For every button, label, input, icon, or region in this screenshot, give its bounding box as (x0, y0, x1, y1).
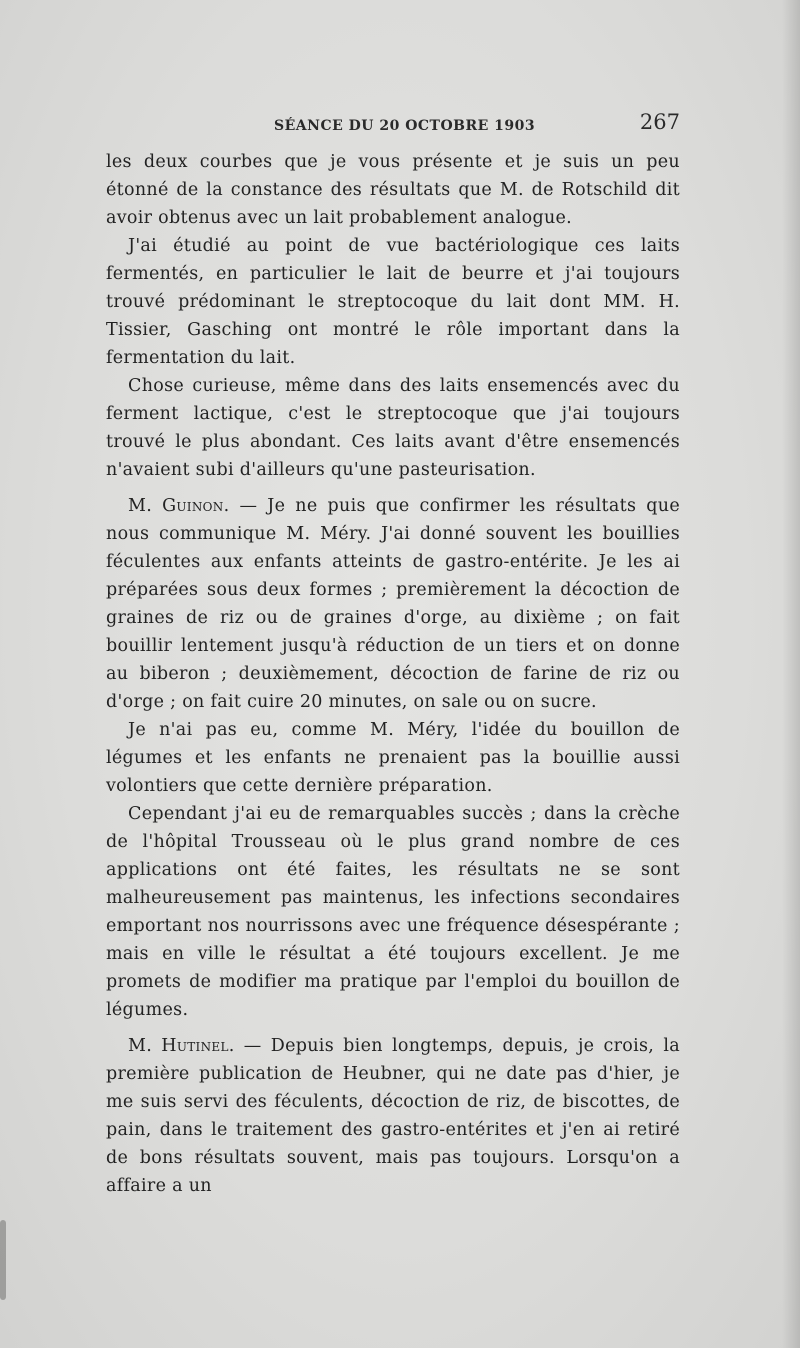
paragraph: Je n'ai pas eu, comme M. Méry, l'idée du bouillon de légumes et les enfants ne prenaient pas la bouillie aussi volontiers que cette dernière préparation. (106, 720, 680, 796)
body-text (106, 148, 680, 1200)
speaker-name: M. Guinon. (128, 496, 230, 516)
page-header (106, 110, 680, 140)
page-edge-mark (0, 1220, 6, 1300)
page-number: 267 (639, 110, 680, 134)
paragraph: Cependant j'ai eu de remarquables succès ; dans la crèche de l'hôpital Trousseau où le plus grand nombre de ces applications ont été faites, les résultats ne se sont malheureusement pas maintenus, les infections secondaires emportant nos nourrissons avec une fréquence désespérante ; mais en ville le résultat a été toujours excellent. Je me promets de modifier ma pratique par l'emploi du bouillon de légumes. (106, 804, 680, 1020)
paragraph-speech (106, 492, 680, 716)
paragraph-speech (106, 1032, 680, 1200)
speech-text: — Je ne puis que confirmer les résultats que nous communique M. Méry. J'ai donné souvent les bouillies féculentes aux enfants atteints de gastro-entérite. Je les ai préparées sous deux formes ; premièrement la décoction de graines de riz ou de graines d'orge, au dixième ; on fait bouillir lentement jusqu'à réduction de un tiers et on donne au biberon ; deuxièmement, décoction de farine de riz ou d'orge ; on fait cuire 20 minutes, on sale ou on sucre. (106, 496, 680, 712)
paragraph: Chose curieuse, même dans des laits ensemencés avec du ferment lactique, c'est le streptocoque que j'ai toujours trouvé le plus abondant. Ces laits avant d'être ensemencés n'avaient subi d'ailleurs qu'une pasteurisation. (106, 376, 680, 480)
speech-text: — Depuis bien longtemps, depuis, je crois, la première publication de Heubner, qui ne date pas d'hier, je me suis servi des féculents, décoction de riz, de biscottes, de pain, dans le traitement des gastro-entérites et j'en ai retiré de bons résultats souvent, mais pas toujours. Lorsqu'on a affaire a un (106, 1036, 680, 1196)
page-edge-shadow (782, 0, 800, 1348)
paragraph: les deux courbes que je vous présente et je suis un peu étonné de la constance des résultats que M. de Rotschild dit avoir obtenus avec un lait probablement analogue. (106, 152, 680, 228)
speaker-name: M. Hutinel. (128, 1036, 235, 1056)
running-head: SÉANCE DU 20 OCTOBRE 1903 (274, 118, 536, 134)
paragraph: J'ai étudié au point de vue bactériologique ces laits fermentés, en particulier le lait de beurre et j'ai toujours trouvé prédominant le streptocoque du lait dont MM. H. Tissier, Gasching ont montré le rôle important dans la fermentation du lait. (106, 236, 680, 368)
